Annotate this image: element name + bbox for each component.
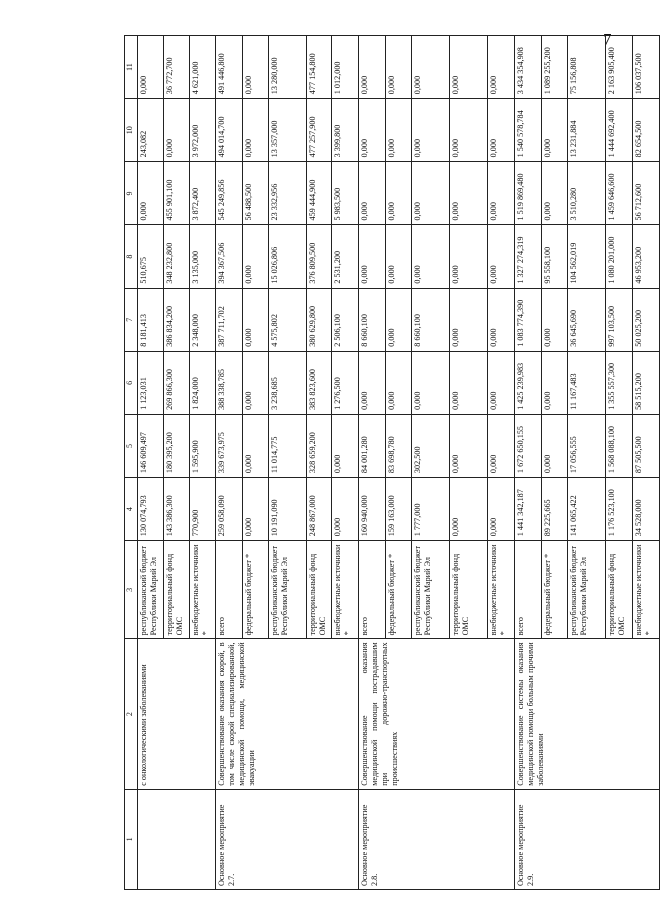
source-cell: территориальный фонд ОМС — [307, 541, 332, 639]
value-cell: 1 123,031 — [138, 351, 164, 414]
value-cell: 0,000 — [488, 478, 515, 541]
header-cell: 3 — [125, 541, 138, 639]
source-cell: внебюджетные источники * — [190, 541, 216, 639]
value-cell: 0,000 — [332, 478, 359, 541]
value-cell: 106 037,500 — [633, 36, 660, 99]
value-cell: 0,000 — [488, 288, 515, 351]
value-cell: 0,000 — [386, 351, 412, 414]
source-cell: внебюджетные источники * — [633, 541, 660, 639]
value-cell: 3 972,000 — [190, 99, 216, 162]
value-cell: 0,000 — [243, 288, 269, 351]
value-cell: 0,000 — [332, 414, 359, 477]
header-cell: 6 — [125, 351, 138, 414]
value-cell: 477 154,800 — [307, 36, 332, 99]
funding-table — [124, 35, 660, 890]
value-cell: 160 940,000 — [359, 478, 386, 541]
value-cell: 50 025,200 — [633, 288, 660, 351]
header-cell: 11 — [125, 36, 138, 99]
value-cell: 15 026,806 — [269, 225, 307, 288]
header-cell: 2 — [125, 639, 138, 789]
value-cell: 0,000 — [542, 99, 568, 162]
value-cell: 0,000 — [450, 225, 488, 288]
value-cell: 17 056,555 — [568, 414, 606, 477]
value-cell: 1 672 650,155 — [515, 414, 542, 477]
value-cell: 770,900 — [190, 478, 216, 541]
value-cell: 339 673,975 — [216, 414, 243, 477]
value-cell: 387 711,702 — [216, 288, 243, 351]
page-number: 7 — [603, 30, 612, 49]
value-cell: 11 014,775 — [269, 414, 307, 477]
source-cell: федеральный бюджет * — [243, 541, 269, 639]
value-cell: 84 001,280 — [359, 414, 386, 477]
value-cell: 0,000 — [488, 99, 515, 162]
value-cell: 0,000 — [542, 162, 568, 225]
description-cell: Совершенствование оказания медицинской помощи пострадавшим при дорожно-транспортных происшествиях — [359, 639, 515, 789]
value-cell: 8 660,100 — [359, 288, 386, 351]
description-cell: Совершенствование системы оказания медицинской помощи больным прочими заболеваниями — [515, 639, 660, 789]
source-cell: внебюджетные источники * — [332, 541, 359, 639]
value-cell: 143 386,300 — [164, 478, 190, 541]
value-cell: 0,000 — [386, 99, 412, 162]
value-cell: 0,000 — [488, 414, 515, 477]
table-row — [359, 36, 386, 890]
value-cell: 1 540 578,784 — [515, 99, 542, 162]
value-cell: 46 953,200 — [633, 225, 660, 288]
value-cell: 0,000 — [386, 225, 412, 288]
value-cell: 0,000 — [138, 162, 164, 225]
value-cell: 494 014,700 — [216, 99, 243, 162]
description-cell: Совершенствование оказания скорой, в том числе скорой специализированной, медицинской помощи, медицинской эвакуации — [216, 639, 359, 789]
value-cell: 87 505,500 — [633, 414, 660, 477]
value-cell: 0,000 — [542, 351, 568, 414]
value-cell: 328 659,200 — [307, 414, 332, 477]
value-cell: 0,000 — [450, 478, 488, 541]
value-cell: 1 519 869,480 — [515, 162, 542, 225]
value-cell: 0,000 — [359, 162, 386, 225]
source-cell: всего — [515, 541, 542, 639]
value-cell: 56 712,600 — [633, 162, 660, 225]
value-cell: 2 163 905,400 — [606, 36, 633, 99]
value-cell: 1 824,000 — [190, 351, 216, 414]
source-cell: всего — [359, 541, 386, 639]
value-cell: 3 399,800 — [332, 99, 359, 162]
value-cell: 89 225,665 — [542, 478, 568, 541]
table-row — [138, 36, 164, 890]
value-cell: 11 167,483 — [568, 351, 606, 414]
value-cell: 248 867,000 — [307, 478, 332, 541]
value-cell: 0,000 — [243, 414, 269, 477]
value-cell: 376 809,500 — [307, 225, 332, 288]
value-cell: 0,000 — [488, 225, 515, 288]
value-cell: 3 135,000 — [190, 225, 216, 288]
value-cell: 1 355 557,300 — [606, 351, 633, 414]
value-cell: 146 609,497 — [138, 414, 164, 477]
value-cell: 4 575,802 — [269, 288, 307, 351]
rotated-table — [124, 35, 653, 890]
value-cell: 1 425 239,983 — [515, 351, 542, 414]
value-cell: 1 444 692,400 — [606, 99, 633, 162]
value-cell: 1 459 646,600 — [606, 162, 633, 225]
value-cell: 459 444,900 — [307, 162, 332, 225]
value-cell: 0,000 — [243, 225, 269, 288]
value-cell: 1 441 342,187 — [515, 478, 542, 541]
source-cell: территориальный фонд ОМС — [450, 541, 488, 639]
header-row — [125, 36, 138, 890]
value-cell: 0,000 — [359, 351, 386, 414]
value-cell: 997 103,500 — [606, 288, 633, 351]
activity-cell: Основное мероприятие 2.9. — [515, 789, 660, 889]
value-cell: 269 866,300 — [164, 351, 190, 414]
value-cell: 3 510,280 — [568, 162, 606, 225]
value-cell: 0,000 — [488, 351, 515, 414]
value-cell: 0,000 — [412, 99, 450, 162]
value-cell: 243,082 — [138, 99, 164, 162]
value-cell: 0,000 — [386, 288, 412, 351]
value-cell: 1 595,900 — [190, 414, 216, 477]
value-cell: 130 074,793 — [138, 478, 164, 541]
value-cell: 1 777,000 — [412, 478, 450, 541]
value-cell: 0,000 — [450, 351, 488, 414]
source-cell: федеральный бюджет * — [386, 541, 412, 639]
value-cell: 510,675 — [138, 225, 164, 288]
value-cell: 1 276,500 — [332, 351, 359, 414]
value-cell: 82 654,500 — [633, 99, 660, 162]
value-cell: 3 872,400 — [190, 162, 216, 225]
table-row — [216, 36, 243, 890]
value-cell: 394 367,506 — [216, 225, 243, 288]
value-cell: 159 163,000 — [386, 478, 412, 541]
value-cell: 0,000 — [412, 36, 450, 99]
header-cell: 9 — [125, 162, 138, 225]
activity-cell: Основное мероприятие 2.7. — [216, 789, 359, 889]
source-cell: территориальный фонд ОМС — [164, 541, 190, 639]
value-cell: 8 660,100 — [412, 288, 450, 351]
value-cell: 545 249,856 — [216, 162, 243, 225]
value-cell: 0,000 — [359, 225, 386, 288]
value-cell: 95 558,100 — [542, 225, 568, 288]
value-cell: 0,000 — [359, 36, 386, 99]
source-cell: республиканский бюджет Республики Марий Эл — [138, 541, 164, 639]
source-cell: республиканский бюджет Республики Марий Эл — [412, 541, 450, 639]
description-cell: с онкологическими заболеваниями — [138, 639, 216, 789]
source-cell: внебюджетные источники * — [488, 541, 515, 639]
value-cell: 0,000 — [412, 225, 450, 288]
value-cell: 0,000 — [450, 36, 488, 99]
value-cell: 0,000 — [359, 99, 386, 162]
source-cell: всего — [216, 541, 243, 639]
value-cell: 8 181,413 — [138, 288, 164, 351]
value-cell: 104 562,019 — [568, 225, 606, 288]
value-cell: 180 395,200 — [164, 414, 190, 477]
value-cell: 383 823,600 — [307, 351, 332, 414]
value-cell: 75 156,808 — [568, 36, 606, 99]
value-cell: 0,000 — [450, 99, 488, 162]
value-cell: 2 348,000 — [190, 288, 216, 351]
value-cell: 3 238,685 — [269, 351, 307, 414]
value-cell: 36 772,700 — [164, 36, 190, 99]
value-cell: 34 528,000 — [633, 478, 660, 541]
value-cell: 0,000 — [412, 162, 450, 225]
value-cell: 58 515,200 — [633, 351, 660, 414]
activity-cell — [138, 789, 216, 889]
value-cell: 0,000 — [542, 288, 568, 351]
value-cell: 0,000 — [450, 162, 488, 225]
value-cell: 0,000 — [386, 162, 412, 225]
value-cell: 259 058,090 — [216, 478, 243, 541]
table-body — [125, 36, 660, 890]
value-cell: 13 280,000 — [269, 36, 307, 99]
value-cell: 1 089 255,200 — [542, 36, 568, 99]
source-cell: республиканский бюджет Республики Марий Эл — [568, 541, 606, 639]
value-cell: 491 446,800 — [216, 36, 243, 99]
value-cell: 388 338,785 — [216, 351, 243, 414]
value-cell: 0,000 — [243, 99, 269, 162]
value-cell: 0,000 — [488, 36, 515, 99]
source-cell: федеральный бюджет * — [542, 541, 568, 639]
value-cell: 23 332,956 — [269, 162, 307, 225]
header-cell: 10 — [125, 99, 138, 162]
value-cell: 0,000 — [450, 414, 488, 477]
value-cell: 380 629,800 — [307, 288, 332, 351]
value-cell: 4 621,000 — [190, 36, 216, 99]
value-cell: 2 531,200 — [332, 225, 359, 288]
value-cell: 0,000 — [488, 162, 515, 225]
value-cell: 386 834,200 — [164, 288, 190, 351]
activity-cell: Основное мероприятие 2.8. — [359, 789, 515, 889]
value-cell: 83 698,780 — [386, 414, 412, 477]
value-cell: 5 983,500 — [332, 162, 359, 225]
value-cell: 348 232,800 — [164, 225, 190, 288]
value-cell: 0,000 — [412, 351, 450, 414]
value-cell: 3 434 354,908 — [515, 36, 542, 99]
value-cell: 13 357,000 — [269, 99, 307, 162]
value-cell: 13 231,884 — [568, 99, 606, 162]
value-cell: 141 065,422 — [568, 478, 606, 541]
header-cell: 8 — [125, 225, 138, 288]
value-cell: 56 488,500 — [243, 162, 269, 225]
value-cell: 36 645,690 — [568, 288, 606, 351]
value-cell: 1 012,000 — [332, 36, 359, 99]
value-cell: 0,000 — [138, 36, 164, 99]
value-cell: 0,000 — [243, 478, 269, 541]
value-cell: 1 083 774,390 — [515, 288, 542, 351]
value-cell: 10 191,090 — [269, 478, 307, 541]
header-cell: 1 — [125, 789, 138, 889]
value-cell: 0,000 — [542, 414, 568, 477]
value-cell: 2 506,100 — [332, 288, 359, 351]
value-cell: 455 901,100 — [164, 162, 190, 225]
value-cell: 0,000 — [243, 351, 269, 414]
value-cell: 1 176 523,100 — [606, 478, 633, 541]
value-cell: 0,000 — [450, 288, 488, 351]
table-row — [515, 36, 542, 890]
value-cell: 0,000 — [386, 36, 412, 99]
value-cell: 1 327 274,319 — [515, 225, 542, 288]
source-cell: республиканский бюджет Республики Марий Эл — [269, 541, 307, 639]
header-cell: 7 — [125, 288, 138, 351]
value-cell: 1 080 201,000 — [606, 225, 633, 288]
value-cell: 302,500 — [412, 414, 450, 477]
header-cell: 4 — [125, 478, 138, 541]
value-cell: 0,000 — [243, 36, 269, 99]
source-cell: территориальный фонд ОМС — [606, 541, 633, 639]
header-cell: 5 — [125, 414, 138, 477]
value-cell: 0,000 — [164, 99, 190, 162]
value-cell: 1 568 088,100 — [606, 414, 633, 477]
value-cell: 477 257,900 — [307, 99, 332, 162]
